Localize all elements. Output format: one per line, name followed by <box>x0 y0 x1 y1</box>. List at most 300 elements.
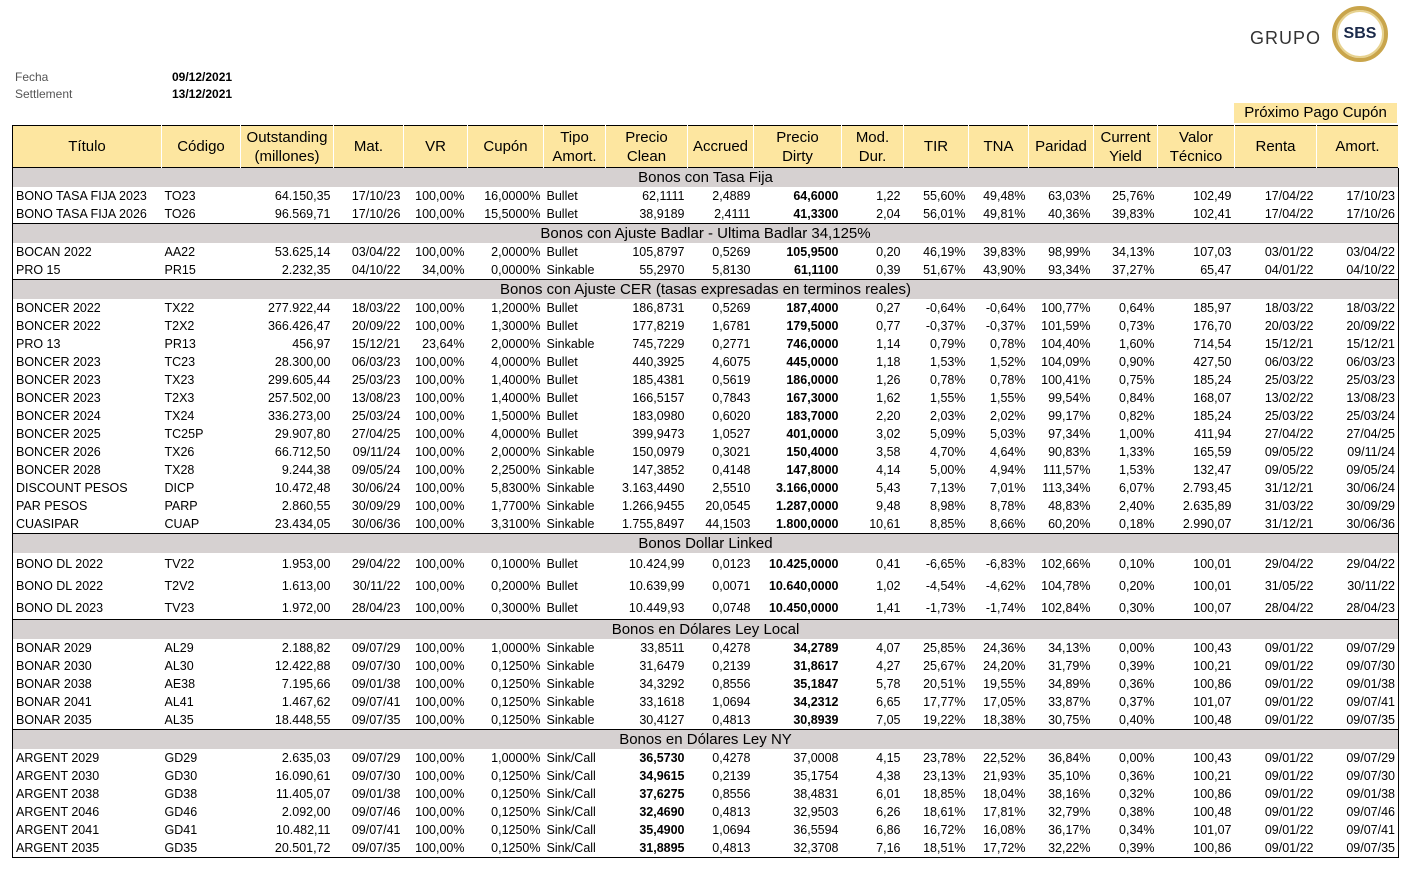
table-cell: 105,9500 <box>786 245 839 259</box>
table-cell: 27/04/25 <box>351 427 401 441</box>
table-row <box>13 785 1399 803</box>
table-cell: 1,14 <box>876 337 901 351</box>
table-cell: ARGENT 2029 <box>16 751 100 765</box>
table-cell: 30/06/24 <box>351 481 401 495</box>
table-cell: 41,3300 <box>793 207 839 221</box>
table-cell: 0,38% <box>1119 805 1155 819</box>
table-cell: 10.449,93 <box>628 601 685 615</box>
table-cell: 17,77% <box>923 695 966 709</box>
table-cell: 40,36% <box>1048 207 1091 221</box>
table-cell: 100,21 <box>1193 769 1232 783</box>
table-row <box>13 639 1399 657</box>
table-cell: 18,61% <box>923 805 966 819</box>
table-cell: 09/01/38 <box>1346 677 1395 691</box>
table-cell: 7,13% <box>930 481 966 495</box>
table-cell: 0,3000% <box>491 601 541 615</box>
table-cell: 2.793,45 <box>1182 481 1232 495</box>
table-cell: 0,18% <box>1119 517 1155 531</box>
table-cell: 0,0748 <box>712 601 751 615</box>
table-row <box>13 317 1399 335</box>
column-header-line: TNA <box>983 138 1014 155</box>
table-cell: 277.922,44 <box>267 301 331 315</box>
table-cell: BONCER 2022 <box>16 301 101 315</box>
table-cell: 06/03/23 <box>1346 355 1395 369</box>
table-cell: 0,4278 <box>712 641 751 655</box>
table-cell: 18/03/22 <box>1346 301 1395 315</box>
table-cell: Bullet <box>546 409 578 423</box>
table-cell: 4,6075 <box>712 355 751 369</box>
table-cell: 150,4000 <box>786 445 839 459</box>
column-header-line: Outstanding <box>246 128 328 146</box>
table-cell: DISCOUNT PESOS <box>16 481 128 495</box>
table-cell: 20,51% <box>923 677 966 691</box>
table-cell: 34,2312 <box>793 695 839 709</box>
table-cell: 0,39% <box>1119 841 1155 855</box>
table-cell: 1,00% <box>1119 427 1155 441</box>
table-cell: 1,55% <box>990 391 1026 405</box>
table-cell: 0,5269 <box>712 245 751 259</box>
table-cell: 09/01/22 <box>1264 769 1314 783</box>
table-cell: 09/01/38 <box>351 677 401 691</box>
table-cell: 5,8130 <box>712 263 751 277</box>
table-cell: 0,90% <box>1119 355 1155 369</box>
table-cell: 0,32% <box>1119 787 1155 801</box>
table-cell: 147,8000 <box>786 463 839 477</box>
table-cell: 0,1000% <box>491 557 541 571</box>
table-cell: 20/03/22 <box>1264 319 1314 333</box>
table-cell: 10.424,99 <box>628 557 685 571</box>
table-cell: 166,5157 <box>632 391 685 405</box>
column-header-line: Título <box>68 138 106 155</box>
table-cell: 99,17% <box>1048 409 1091 423</box>
table-cell: BONCER 2028 <box>16 463 101 477</box>
table-cell: 100,48 <box>1193 805 1232 819</box>
table-cell: 1,0000% <box>491 641 541 655</box>
table-cell: 09/07/30 <box>1346 769 1395 783</box>
table-cell: Sinkable <box>546 659 595 673</box>
table-cell: 2,04 <box>876 207 901 221</box>
table-cell: ARGENT 2046 <box>16 805 100 819</box>
table-cell: 09/07/30 <box>351 659 401 673</box>
table-cell: 100,00% <box>415 373 465 387</box>
table-cell: 09/07/35 <box>351 713 401 727</box>
table-cell: 30/06/36 <box>1346 517 1395 531</box>
table-cell: 10.450,0000 <box>768 601 839 615</box>
table-cell: PR15 <box>164 263 196 277</box>
table-cell: 28/04/23 <box>351 601 401 615</box>
table-cell: TO23 <box>164 189 196 203</box>
table-cell: 23,78% <box>923 751 966 765</box>
table-cell: 31/12/21 <box>1264 481 1314 495</box>
table-cell: 1.800,0000 <box>775 517 839 531</box>
table-cell: 35,1754 <box>793 769 839 783</box>
table-cell: 1,7700% <box>491 499 541 513</box>
column-header-line: TIR <box>923 138 949 155</box>
table-cell: T2X2 <box>164 319 195 333</box>
table-row <box>13 461 1399 479</box>
table-cell: 28/04/23 <box>1346 601 1395 615</box>
table-cell: 10.482,11 <box>275 823 331 837</box>
table-cell: 0,7843 <box>712 391 751 405</box>
table-cell: 105,8797 <box>632 245 685 259</box>
table-cell: BONCER 2023 <box>16 373 101 387</box>
table-cell: 64.150,35 <box>274 189 331 203</box>
table-cell: AL41 <box>164 695 194 709</box>
table-cell: 03/04/22 <box>351 245 401 259</box>
table-cell: 1,60% <box>1119 337 1155 351</box>
column-header <box>842 126 904 168</box>
table-cell: 34,9615 <box>639 769 685 783</box>
table-cell: 38,9189 <box>639 207 685 221</box>
table-cell: 185,4381 <box>632 373 685 387</box>
table-cell: TV22 <box>164 557 195 571</box>
table-cell: PR13 <box>164 337 196 351</box>
table-cell: 0,8556 <box>712 787 751 801</box>
table-cell: 60,20% <box>1048 517 1091 531</box>
table-cell: 53.625,14 <box>274 245 331 259</box>
table-cell: 1,41 <box>876 601 901 615</box>
table-cell: -0,64% <box>985 301 1026 315</box>
table-cell: 0,5619 <box>712 373 751 387</box>
table-cell: 21,93% <box>983 769 1026 783</box>
table-cell: 101,07 <box>1193 823 1232 837</box>
table-cell: 8,85% <box>930 517 966 531</box>
column-header <box>334 126 404 168</box>
table-cell: 09/07/41 <box>351 823 401 837</box>
table-cell: ARGENT 2041 <box>16 823 100 837</box>
table-cell: 18.448,55 <box>274 713 331 727</box>
table-cell: 1,22 <box>876 189 901 203</box>
table-cell: 16,72% <box>923 823 966 837</box>
column-header <box>904 126 969 168</box>
table-cell: 49,48% <box>983 189 1026 203</box>
table-cell: 17/10/26 <box>1346 207 1395 221</box>
table-cell: Bullet <box>546 189 578 203</box>
table-cell: 1,55% <box>930 391 966 405</box>
table-cell: 0,00% <box>1119 641 1155 655</box>
table-row <box>13 749 1399 767</box>
column-header <box>1235 126 1317 168</box>
column-header-line: Paridad <box>1035 138 1087 155</box>
table-cell: 18,38% <box>983 713 1026 727</box>
table-cell: 1,0000% <box>491 751 541 765</box>
table-cell: BONO DL 2022 <box>16 579 104 593</box>
table-cell: 44,1503 <box>705 517 751 531</box>
column-header <box>162 126 241 168</box>
table-cell: -6,65% <box>925 557 966 571</box>
table-cell: 6,07% <box>1119 481 1155 495</box>
column-header-line: Yield <box>1109 147 1142 165</box>
table-cell: TC23 <box>164 355 196 369</box>
table-cell: 100,00% <box>415 713 465 727</box>
table-cell: 25/03/23 <box>1346 373 1395 387</box>
table-cell: 7,16 <box>876 841 901 855</box>
table-cell: 1.266,9455 <box>621 499 685 513</box>
table-cell: 177,8219 <box>632 319 685 333</box>
table-cell: 09/07/30 <box>1346 659 1395 673</box>
table-cell: 31,8617 <box>793 659 839 673</box>
table-row <box>13 839 1399 858</box>
column-header-line: Accrued <box>692 138 749 155</box>
table-cell: 2,03% <box>930 409 966 423</box>
table-cell: 13/08/23 <box>1346 391 1395 405</box>
table-cell: BONCER 2023 <box>16 391 101 405</box>
table-row <box>13 243 1399 261</box>
table-row <box>13 443 1399 461</box>
table-cell: 30/09/29 <box>1346 499 1395 513</box>
table-row <box>13 299 1399 317</box>
table-cell: 09/01/22 <box>1264 641 1314 655</box>
table-cell: 101,07 <box>1193 695 1232 709</box>
fecha-label: Fecha <box>15 70 49 84</box>
table-cell: 0,36% <box>1119 769 1155 783</box>
table-cell: 23,13% <box>923 769 966 783</box>
table-cell: 0,37% <box>1119 695 1155 709</box>
table-cell: 09/07/41 <box>1346 695 1395 709</box>
table-cell: 4,07 <box>876 641 901 655</box>
table-cell: Bullet <box>546 391 578 405</box>
table-cell: 411,94 <box>1194 427 1232 441</box>
table-row <box>13 425 1399 443</box>
table-cell: Sink/Call <box>546 841 596 855</box>
table-cell: 25/03/23 <box>351 373 401 387</box>
table-row <box>13 711 1399 730</box>
table-cell: 100,00% <box>415 427 465 441</box>
table-cell: 0,5269 <box>712 301 751 315</box>
table-cell: 0,78% <box>930 373 966 387</box>
column-header <box>241 126 334 168</box>
column-header-line: Técnico <box>1169 147 1223 165</box>
table-cell: 37,0008 <box>793 751 839 765</box>
table-cell: Sinkable <box>546 517 595 531</box>
table-cell: 1,2000% <box>491 301 541 315</box>
table-cell: 8,98% <box>930 499 966 513</box>
table-cell: 25,67% <box>923 659 966 673</box>
table-cell: BONAR 2038 <box>16 677 92 691</box>
table-cell: 179,5000 <box>786 319 839 333</box>
table-cell: 09/01/22 <box>1264 805 1314 819</box>
table-cell: 4,15 <box>876 751 901 765</box>
table-cell: 1,4000% <box>491 373 541 387</box>
table-cell: 0,10% <box>1119 557 1155 571</box>
table-cell: 29.907,80 <box>274 427 331 441</box>
table-cell: PAR PESOS <box>16 499 88 513</box>
table-cell: 62,1111 <box>642 189 685 203</box>
table-cell: 35,10% <box>1048 769 1091 783</box>
column-header-line: Valor <box>1179 128 1213 146</box>
table-cell: 104,78% <box>1041 579 1091 593</box>
table-cell: 23.434,05 <box>274 517 331 531</box>
table-cell: 09/07/29 <box>1346 641 1395 655</box>
table-cell: BOCAN 2022 <box>16 245 92 259</box>
table-cell: -1,73% <box>925 601 966 615</box>
table-cell: 25/03/24 <box>351 409 401 423</box>
table-cell: 0,0000% <box>491 263 541 277</box>
table-cell: 36,17% <box>1048 823 1091 837</box>
column-header-line: Mod. <box>855 128 890 146</box>
table-cell: AL29 <box>164 641 194 655</box>
table-cell: 43,90% <box>983 263 1026 277</box>
table-cell: 4,70% <box>930 445 966 459</box>
table-cell: 24,36% <box>983 641 1026 655</box>
table-row <box>13 675 1399 693</box>
table-cell: 10.425,0000 <box>768 557 839 571</box>
table-cell: 1,53% <box>1119 463 1155 477</box>
table-cell: TV23 <box>164 601 195 615</box>
table-cell: GD46 <box>164 805 198 819</box>
table-cell: 3,02 <box>876 427 901 441</box>
column-header <box>468 126 544 168</box>
table-cell: BONAR 2035 <box>16 713 92 727</box>
table-cell: 4,0000% <box>491 427 541 441</box>
table-cell: 1,52% <box>990 355 1026 369</box>
column-header-line: Amort. <box>552 147 597 165</box>
table-cell: 09/01/22 <box>1264 787 1314 801</box>
table-cell: 186,8731 <box>632 301 685 315</box>
table-cell: 09/01/38 <box>351 787 401 801</box>
table-cell: 100,00% <box>415 641 465 655</box>
table-cell: Sink/Call <box>546 823 596 837</box>
column-header-line: Precio <box>776 128 819 146</box>
table-cell: 2.092,00 <box>281 805 331 819</box>
column-header <box>544 126 606 168</box>
table-cell: 100,00% <box>415 245 465 259</box>
table-cell: 39,83% <box>983 245 1026 259</box>
table-cell: 5,78 <box>876 677 901 691</box>
table-cell: 34,3292 <box>639 677 685 691</box>
table-cell: 0,75% <box>1119 373 1155 387</box>
table-cell: 17/04/22 <box>1264 207 1314 221</box>
table-cell: 3.163,4490 <box>621 481 685 495</box>
table-cell: 63,03% <box>1048 189 1091 203</box>
table-cell: 101,59% <box>1041 319 1091 333</box>
table-cell: -6,83% <box>985 557 1026 571</box>
bond-section <box>13 168 1399 224</box>
section-header-row <box>13 224 1399 244</box>
table-cell: -1,74% <box>985 601 1026 615</box>
table-cell: 65,47 <box>1200 263 1232 277</box>
table-cell: 0,3021 <box>712 445 751 459</box>
table-cell: 10.472,48 <box>274 481 331 495</box>
table-cell: 46,19% <box>923 245 966 259</box>
column-header-line: Current <box>1100 128 1151 146</box>
table-cell: 29/04/22 <box>351 557 401 571</box>
table-cell: 09/07/29 <box>1346 751 1395 765</box>
table-cell: 2,0000% <box>491 245 541 259</box>
table-cell: 0,2771 <box>712 337 751 351</box>
table-cell: Sinkable <box>546 463 595 477</box>
table-cell: 0,1250% <box>491 805 541 819</box>
table-cell: 1,02 <box>876 579 901 593</box>
table-cell: Bullet <box>546 579 578 593</box>
table-cell: 25/03/22 <box>1264 409 1314 423</box>
table-cell: ARGENT 2038 <box>16 787 100 801</box>
table-cell: 97,34% <box>1048 427 1091 441</box>
column-header-line: Renta <box>1255 138 1296 155</box>
table-cell: 30,8939 <box>793 713 839 727</box>
table-cell: 15/12/21 <box>1346 337 1395 351</box>
table-cell: Sinkable <box>546 337 595 351</box>
table-cell: 2.232,35 <box>281 263 331 277</box>
table-cell: 0,20 <box>876 245 901 259</box>
table-row <box>13 803 1399 821</box>
table-cell: 34,2789 <box>793 641 839 655</box>
table-cell: 100,43 <box>1193 751 1232 765</box>
table-cell: 35,1847 <box>793 677 839 691</box>
table-cell: 13/02/22 <box>1264 391 1314 405</box>
table-cell: 0,4148 <box>712 463 751 477</box>
table-cell: 10,61 <box>869 517 901 531</box>
table-cell: 38,16% <box>1048 787 1091 801</box>
table-cell: 20/09/22 <box>351 319 401 333</box>
table-cell: 8,66% <box>990 517 1026 531</box>
table-cell: Bullet <box>546 301 578 315</box>
table-cell: 4,38 <box>876 769 901 783</box>
table-cell: 15,5000% <box>484 207 541 221</box>
section-header-row <box>13 280 1399 300</box>
table-cell: 29/04/22 <box>1264 557 1314 571</box>
table-cell: BONCER 2022 <box>16 319 101 333</box>
logo-mark: SBS <box>1340 14 1380 54</box>
table-cell: 16,08% <box>983 823 1026 837</box>
table-cell: 2.635,03 <box>281 751 331 765</box>
table-cell: 25/03/22 <box>1264 373 1314 387</box>
bonds-table <box>12 125 1399 858</box>
table-cell: 27/04/25 <box>1346 427 1395 441</box>
table-cell: 100,00% <box>415 481 465 495</box>
table-cell: 39,83% <box>1112 207 1155 221</box>
table-cell: BONAR 2041 <box>16 695 92 709</box>
column-header <box>13 126 162 168</box>
table-cell: 09/01/22 <box>1264 713 1314 727</box>
table-cell: 25,85% <box>923 641 966 655</box>
table-cell: 100,00% <box>415 445 465 459</box>
column-header-line: Cupón <box>483 138 528 155</box>
table-cell: 100,00% <box>415 557 465 571</box>
section-header-row <box>13 730 1399 750</box>
table-cell: 0,20% <box>1119 579 1155 593</box>
column-header-line: (millones) <box>254 147 320 165</box>
column-header <box>969 126 1029 168</box>
table-cell: 100,00% <box>415 695 465 709</box>
table-cell: 03/01/22 <box>1264 245 1314 259</box>
table-cell: 2.635,89 <box>1182 499 1232 513</box>
table-cell: 11.405,07 <box>275 787 331 801</box>
table-cell: 0,0123 <box>712 557 751 571</box>
table-cell: TX24 <box>164 409 195 423</box>
table-cell: 1.972,00 <box>281 601 331 615</box>
table-row <box>13 479 1399 497</box>
table-cell: 28/04/22 <box>1264 601 1314 615</box>
table-cell: 19,22% <box>923 713 966 727</box>
section-title: Bonos en Dólares Ley NY <box>13 730 1399 750</box>
table-cell: BONCER 2023 <box>16 355 101 369</box>
table-cell: 49,81% <box>983 207 1026 221</box>
table-cell: GD38 <box>164 787 198 801</box>
table-cell: Sinkable <box>546 677 595 691</box>
table-cell: 0,4813 <box>712 805 751 819</box>
table-cell: 1,4000% <box>491 391 541 405</box>
table-cell: 0,1250% <box>491 841 541 855</box>
table-cell: 427,50 <box>1193 355 1232 369</box>
table-cell: 100,00% <box>415 601 465 615</box>
table-cell: 104,40% <box>1041 337 1091 351</box>
section-header-row <box>13 168 1399 188</box>
table-cell: 17/04/22 <box>1264 189 1314 203</box>
table-cell: 0,78% <box>990 373 1026 387</box>
table-cell: 32,9503 <box>793 805 839 819</box>
table-cell: 0,36% <box>1119 677 1155 691</box>
